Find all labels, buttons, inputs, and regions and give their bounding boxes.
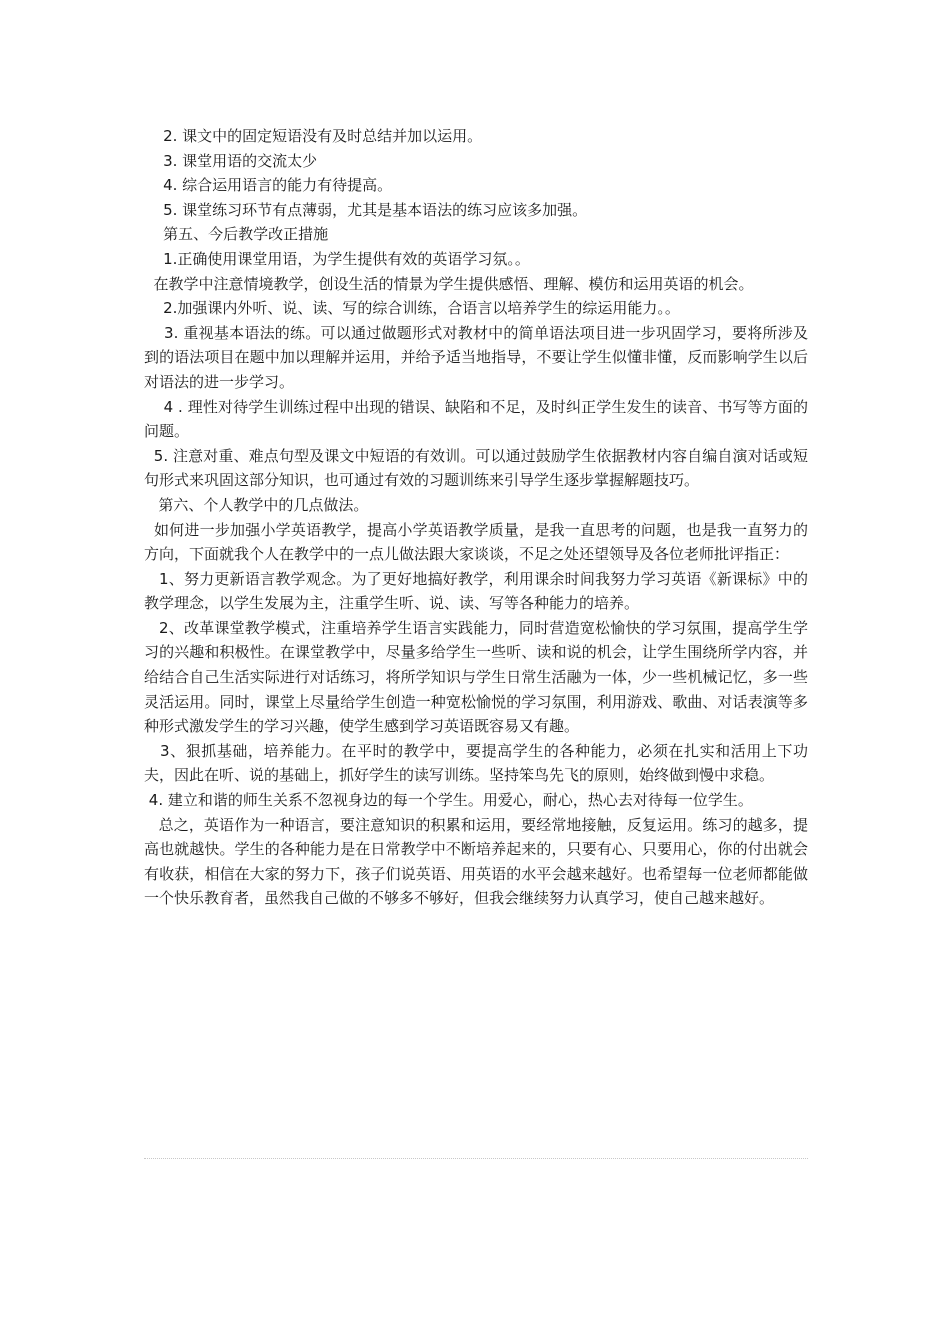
practice-1: 1、努力更新语言教学观念。为了更好地搞好教学，利用课余时间我努力学习英语《新课标》中的教学理念，以学生发展为主，注重学生听、说、读、写等各种能力的培养。 <box>144 569 808 613</box>
measure-1: 1.正确使用课堂用语，为学生提供有效的英语学习氛。。 <box>144 249 530 268</box>
section-6-intro: 如何进一步加强小学英语教学，提高小学英语教学质量，是我一直思考的问题，也是我一直努力的方向，下面就我个人在教学中的一点儿做法跟大家谈谈，不足之处还望领导及各位老师批评指正： <box>144 520 808 564</box>
measure-1-detail: 在教学中注意情境教学，创设生活的情景为学生提供感悟、理解、模仿和运用英语的机会。 <box>144 274 754 293</box>
list-item-4: 4. 综合运用语言的能力有待提高。 <box>144 176 393 195</box>
measure-4: 4 . 理性对待学生训练过程中出现的错误、缺陷和不足，及时纠正学生发生的读音、书写等方面的问题。 <box>144 397 808 441</box>
section-heading-5: 第五、今后教学改正措施 <box>144 225 329 244</box>
practice-3: 3、狠抓基础，培养能力。在平时的教学中，要提高学生的各种能力，必须在扎实和活用上下功夫，因此在听、说的基础上，抓好学生的读写训练。坚持笨鸟先飞的原则，始终做到慢中求稳。 <box>144 741 808 785</box>
measure-2: 2.加强课内外听、说、读、写的综合训练，合语言以培养学生的综运用能力。。 <box>144 299 680 318</box>
list-item-2: 2. 课文中的固定短语没有及时总结并加以运用。 <box>144 127 483 145</box>
footer-divider <box>144 1158 808 1159</box>
practice-4: 4. 建立和谐的师生关系不忽视身边的每一个学生。用爱心，耐心，热心去对待每一位学生。 <box>144 791 753 810</box>
practice-2: 2、改革课堂教学模式，注重培养学生语言实践能力，同时营造宽松愉快的学习氛围，提高学生学习的兴趣和积极性。在课堂教学中，尽量多给学生一些听、读和说的机会，让学生围绕所学内容，并给结合自己生活实际进行对话练习，将所学知识与学生日常生活融为一体，少一些机械记忆，多一些灵活运用。同时，课堂上尽量给学生创造一种宽松愉悦的学习氛围，利用游戏、歌曲、对话表演等多种形式激发学生的学习兴趣，使学生感到学习英语既容易又有趣。 <box>144 618 808 736</box>
conclusion: 总之，英语作为一种语言，要注意知识的积累和运用，要经常地接触，反复运用。练习的越多，提高也就越快。学生的各种能力是在日常教学中不断培养起来的，只要有心、只要用心，你的付出就会有收获，相信在大家的努力下，孩子们说英语、用英语的水平会越来越好。也希望每一位老师都能做一个快乐教育者，虽然我自己做的不够多不够好，但我会继续努力认真学习，使自己越来越好。 <box>144 815 808 908</box>
measure-5: 5. 注意对重、难点句型及课文中短语的有效训。可以通过鼓励学生依据教材内容自编自演对话或短句形式来巩固这部分知识，也可通过有效的习题训练来引导学生逐步掌握解题技巧。 <box>144 446 808 490</box>
section-heading-6: 第六、个人教学中的几点做法。 <box>144 495 369 514</box>
document-body <box>144 124 808 911</box>
list-item-3: 3. 课堂用语的交流太少 <box>144 151 318 170</box>
list-item-5: 5. 课堂练习环节有点薄弱，尤其是基本语法的练习应该多加强。 <box>144 200 588 219</box>
measure-3: 3. 重视基本语法的练。可以通过做题形式对教材中的简单语法项目进一步巩固学习，要将所涉及到的语法项目在题中加以理解并运用，并给予适当地指导，不要让学生似懂非懂，反而影响学生以后对语法的进一步学习。 <box>144 323 808 391</box>
